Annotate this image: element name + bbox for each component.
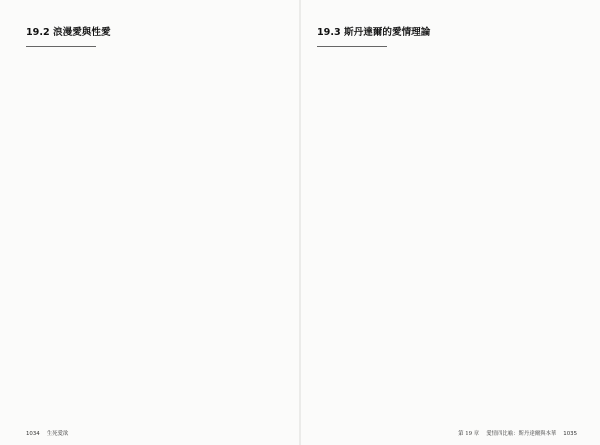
running-head-book-title: 生死愛欲: [46, 431, 69, 437]
section-heading: 19.3 斯丹達爾的愛情理論: [317, 27, 431, 38]
section-heading: 19.2 浪漫愛與性愛: [26, 27, 111, 38]
footnote-divider: [26, 46, 96, 47]
page-number: 1035: [563, 431, 577, 437]
page-number: 1034: [26, 431, 40, 437]
running-head-chapter-title: 愛情四比喻：斯丹達爾與本華: [486, 431, 557, 437]
page-footer: [26, 429, 68, 437]
footnote-divider: [317, 46, 387, 47]
page-footer: [458, 429, 577, 437]
right-page: [301, 0, 600, 445]
running-head-chapter-label: 第 19 章: [458, 431, 480, 437]
